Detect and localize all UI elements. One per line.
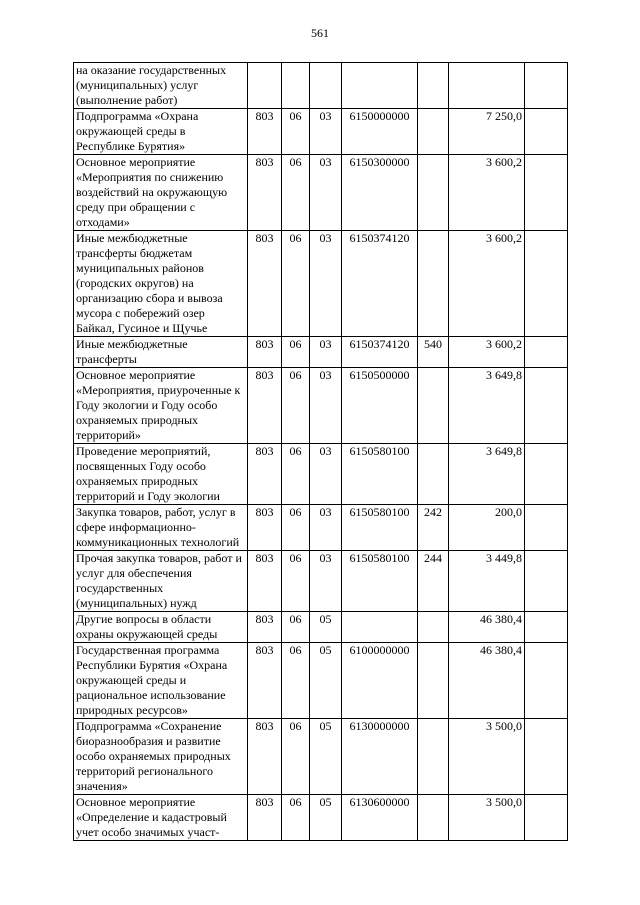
row-name-cell: Подпрограмма «Охрана окружающей среды в Республике Бурятия» [74, 109, 248, 155]
vr-cell [418, 109, 449, 155]
csr-cell [342, 63, 418, 109]
table-row [74, 719, 568, 795]
extra-cell [525, 109, 568, 155]
ved-cell: 803 [248, 231, 282, 337]
rz-cell: 06 [282, 719, 310, 795]
csr-cell: 6130000000 [342, 719, 418, 795]
rz-cell: 06 [282, 109, 310, 155]
ved-cell: 803 [248, 505, 282, 551]
pr-cell: 05 [310, 795, 342, 841]
rz-cell: 06 [282, 337, 310, 368]
row-name-cell: Государственная программа Республики Бурятия «Охрана окружающей среды и рациональное использование природных ресурсов» [74, 643, 248, 719]
ved-cell: 803 [248, 612, 282, 643]
row-name-cell: Основное мероприятие «Мероприятия, приуроченные к Году экологии и Году особо охраняемых природных территорий» [74, 368, 248, 444]
pr-cell: 03 [310, 231, 342, 337]
pr-cell: 03 [310, 444, 342, 505]
extra-cell [525, 368, 568, 444]
vr-cell [418, 444, 449, 505]
ved-cell: 803 [248, 155, 282, 231]
pr-cell: 05 [310, 612, 342, 643]
sum-cell: 3 600,2 [449, 155, 525, 231]
ved-cell: 803 [248, 719, 282, 795]
csr-cell: 6150300000 [342, 155, 418, 231]
pr-cell: 05 [310, 719, 342, 795]
vr-cell [418, 368, 449, 444]
extra-cell [525, 643, 568, 719]
row-name-cell: Иные межбюджетные трансферты бюджетам муниципальных районов (городских округов) на организацию сбора и вывоза мусора с побережий озер Байкал, Гусиное и Щучье [74, 231, 248, 337]
pr-cell: 05 [310, 643, 342, 719]
ved-cell: 803 [248, 795, 282, 841]
csr-cell: 6150374120 [342, 337, 418, 368]
vr-cell [418, 643, 449, 719]
extra-cell [525, 63, 568, 109]
row-name-cell: Основное мероприятие «Мероприятия по снижению воздействий на окружающую среду при обращении с отходами» [74, 155, 248, 231]
sum-cell: 200,0 [449, 505, 525, 551]
page-number: 561 [311, 26, 329, 40]
budget-table [73, 62, 568, 841]
sum-cell: 3 600,2 [449, 337, 525, 368]
csr-cell [342, 612, 418, 643]
vr-cell [418, 795, 449, 841]
sum-cell: 3 649,8 [449, 444, 525, 505]
csr-cell: 6130600000 [342, 795, 418, 841]
row-name-cell: Иные межбюджетные трансферты [74, 337, 248, 368]
rz-cell: 06 [282, 368, 310, 444]
pr-cell: 03 [310, 551, 342, 612]
sum-cell: 3 649,8 [449, 368, 525, 444]
sum-cell: 3 449,8 [449, 551, 525, 612]
pr-cell: 03 [310, 337, 342, 368]
extra-cell [525, 155, 568, 231]
rz-cell: 06 [282, 643, 310, 719]
rz-cell: 06 [282, 551, 310, 612]
ved-cell: 803 [248, 551, 282, 612]
row-name-cell: Закупка товаров, работ, услуг в сфере информационно-коммуникационных технологий [74, 505, 248, 551]
rz-cell: 06 [282, 231, 310, 337]
pr-cell: 03 [310, 368, 342, 444]
vr-cell: 244 [418, 551, 449, 612]
row-name-cell: Подпрограмма «Сохранение биоразнообразия и развитие особо охраняемых природных территорий регионального значения» [74, 719, 248, 795]
pr-cell [310, 63, 342, 109]
table-row [74, 337, 568, 368]
csr-cell: 6150500000 [342, 368, 418, 444]
extra-cell [525, 612, 568, 643]
table-row [74, 155, 568, 231]
csr-cell: 6150580100 [342, 444, 418, 505]
sum-cell: 7 250,0 [449, 109, 525, 155]
vr-cell: 540 [418, 337, 449, 368]
rz-cell: 06 [282, 155, 310, 231]
vr-cell: 242 [418, 505, 449, 551]
ved-cell [248, 63, 282, 109]
row-name-cell: Другие вопросы в области охраны окружающей среды [74, 612, 248, 643]
sum-cell: 3 500,0 [449, 719, 525, 795]
table-row [74, 231, 568, 337]
extra-cell [525, 337, 568, 368]
csr-cell: 6150580100 [342, 551, 418, 612]
sum-cell [449, 63, 525, 109]
sum-cell: 46 380,4 [449, 643, 525, 719]
ved-cell: 803 [248, 643, 282, 719]
pr-cell: 03 [310, 109, 342, 155]
ved-cell: 803 [248, 109, 282, 155]
csr-cell: 6100000000 [342, 643, 418, 719]
vr-cell [418, 155, 449, 231]
vr-cell [418, 719, 449, 795]
table-row [74, 612, 568, 643]
csr-cell: 6150000000 [342, 109, 418, 155]
rz-cell: 06 [282, 795, 310, 841]
table-row [74, 795, 568, 841]
vr-cell [418, 612, 449, 643]
ved-cell: 803 [248, 444, 282, 505]
rz-cell [282, 63, 310, 109]
pr-cell: 03 [310, 505, 342, 551]
table-row [74, 444, 568, 505]
rz-cell: 06 [282, 444, 310, 505]
extra-cell [525, 444, 568, 505]
row-name-cell: Проведение мероприятий, посвященных Году особо охраняемых природных территорий и Году экологии [74, 444, 248, 505]
sum-cell: 3 500,0 [449, 795, 525, 841]
sum-cell: 46 380,4 [449, 612, 525, 643]
table-row [74, 643, 568, 719]
extra-cell [525, 719, 568, 795]
extra-cell [525, 795, 568, 841]
ved-cell: 803 [248, 368, 282, 444]
table-row [74, 109, 568, 155]
extra-cell [525, 231, 568, 337]
table-row [74, 368, 568, 444]
row-name-cell: Прочая закупка товаров, работ и услуг для обеспечения государственных (муниципальных) нужд [74, 551, 248, 612]
csr-cell: 6150374120 [342, 231, 418, 337]
extra-cell [525, 551, 568, 612]
rz-cell: 06 [282, 612, 310, 643]
ved-cell: 803 [248, 337, 282, 368]
table-row [74, 551, 568, 612]
row-name-cell: на оказание государственных (муниципальных) услуг (выполнение работ) [74, 63, 248, 109]
pr-cell: 03 [310, 155, 342, 231]
rz-cell: 06 [282, 505, 310, 551]
table-row [74, 63, 568, 109]
extra-cell [525, 505, 568, 551]
csr-cell: 6150580100 [342, 505, 418, 551]
sum-cell: 3 600,2 [449, 231, 525, 337]
table-row [74, 505, 568, 551]
vr-cell [418, 63, 449, 109]
vr-cell [418, 231, 449, 337]
row-name-cell: Основное мероприятие «Определение и кадастровый учет особо значимых участ- [74, 795, 248, 841]
